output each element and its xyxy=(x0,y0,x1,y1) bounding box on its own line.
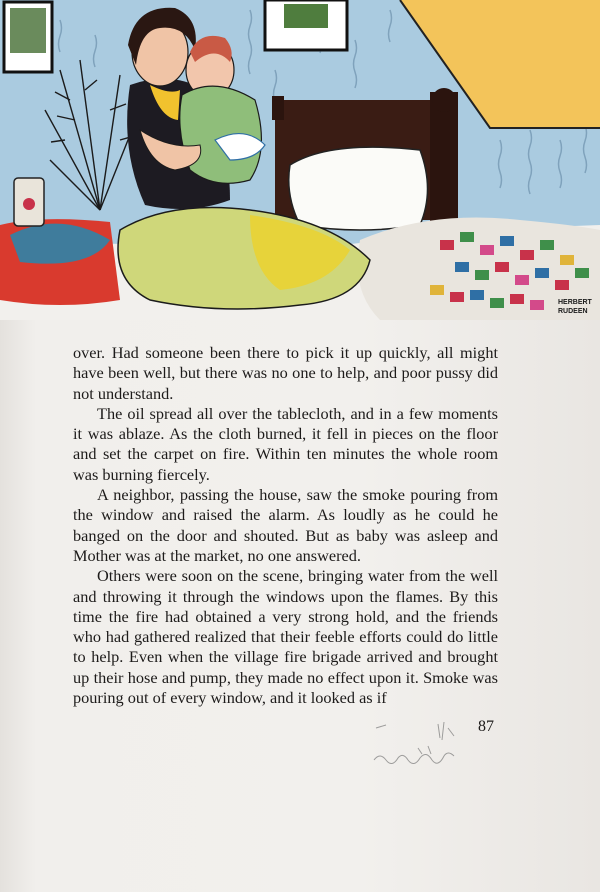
illustration xyxy=(0,0,600,320)
pencil-scribble xyxy=(368,718,478,778)
paragraph-4: Others were soon on the scene, bringing water from the well and throwing it through the windows upon the flames. By this time the fire had obtained a very strong hold, and the friends who had gathered realized that their feeble efforts could do little to help. Even when the village fire brigade arrived and brought up their hose and pump, they made no effect upon it. Smoke was pouring out of every window, and it looked as if xyxy=(73,566,498,708)
illustration-art xyxy=(0,0,600,320)
paragraph-1: over. Had someone been there to pick it up quickly, all might have been well, but there was no one to help, and poor pussy did not understand. xyxy=(73,343,498,403)
artist-signature-line1: HERBERT xyxy=(558,299,592,306)
paragraph-2: The oil spread all over the tablecloth, and in a few moments it was ablaze. As the cloth burned, it fell in pieces on the floor and set the carpet on fire. Within ten minutes the whole room was burning fiercely. xyxy=(73,403,498,484)
paragraph-3: A neighbor, passing the house, saw the smoke pouring from the window and raised the alarm. As loudly as he could he banged on the door and shouted. But as baby was asleep and Mother was at the market, no one answered. xyxy=(73,485,498,565)
story-text xyxy=(73,343,498,708)
page-number: 87 xyxy=(478,718,494,735)
artist-signature-line2: RUDEEN xyxy=(558,308,588,315)
